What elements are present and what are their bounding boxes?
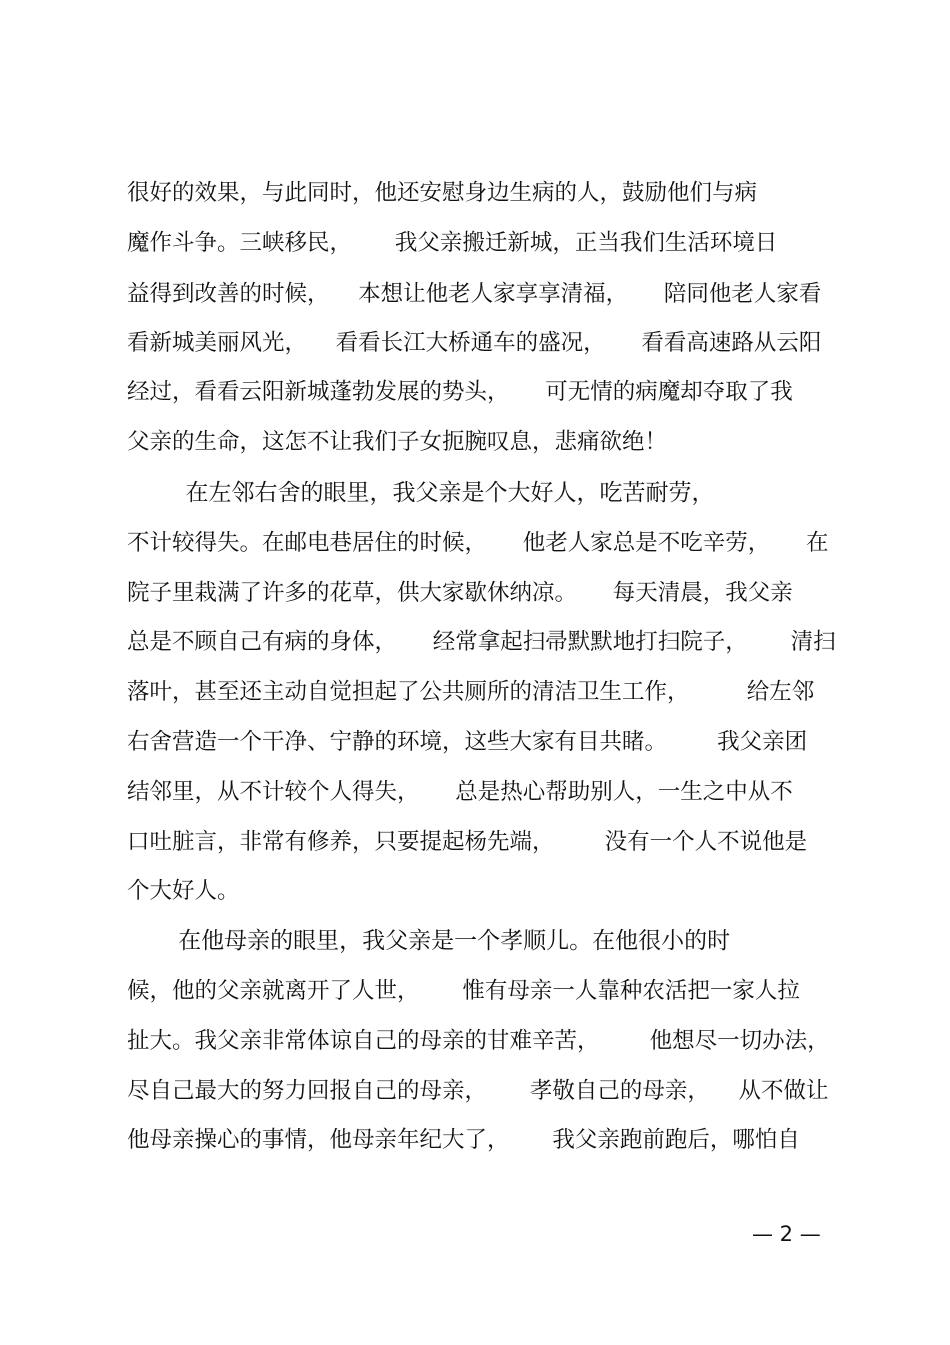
text-line: 尽自己最大的努力回报自己的母亲， 孝敬自己的母亲， 从不做让 <box>127 1078 829 1104</box>
text-line: 看新城美丽风光， 看看长江大桥通车的盛况， 看看高速路从云阳 <box>127 330 822 356</box>
paragraph-start-line: 在他母亲的眼里，我父亲是一个孝顺儿。在他很小的时 <box>127 928 731 954</box>
text-line: 落叶，甚至还主动自觉担起了公共厕所的清洁卫生工作， 给左邻 <box>127 679 815 705</box>
text-line: 右舍营造一个干净、宁静的环境，这些大家有目共睹。 我父亲团 <box>127 729 808 755</box>
text-line: 口吐脏言，非常有修养，只要提起杨先端， 没有一个人不说他是 <box>127 829 808 855</box>
paragraph-start-line: 在左邻右舍的眼里，我父亲是个大好人，吃苦耐劳， <box>127 480 715 506</box>
text-line: 结邻里，从不计较个人得失， 总是热心帮助别人，一生之中从不 <box>127 779 793 805</box>
text-line: 益得到改善的时候， 本想让他老人家享享清福， 陪同他老人家看 <box>127 281 822 307</box>
text-line: 不计较得失。在邮电巷居住的时候， 他老人家总是不吃辛劳， 在 <box>127 530 829 556</box>
page-number: — 2 — <box>752 1222 821 1246</box>
text-line: 魔作斗争。三峡移民， 我父亲搬迁新城，正当我们生活环境日 <box>127 230 778 256</box>
text-line: 院子里栽满了许多的花草，供大家歇休纳凉。 每天清晨，我父亲 <box>127 580 793 606</box>
text-line: 他母亲操心的事情，他母亲年纪大了， 我父亲跑前跑后，哪怕自 <box>127 1127 800 1153</box>
text-line: 很好的效果，与此同时，他还安慰身边生病的人，鼓励他们与病 <box>127 180 758 206</box>
text-line: 父亲的生命，这怎不让我们子女扼腕叹息，悲痛欲绝！ <box>127 429 668 455</box>
text-line: 候，他的父亲就离开了人世， 惟有母亲一人靠种农活把一家人拉 <box>127 978 800 1004</box>
text-line: 经过，看看云阳新城蓬勃发展的势头， 可无情的病魔却夺取了我 <box>127 379 793 405</box>
text-line: 个大好人。 <box>127 878 240 904</box>
text-line: 扯大。我父亲非常体谅自己的母亲的甘难辛苦， 他想尽一切办法， <box>127 1028 830 1054</box>
text-line: 总是不顾自己有病的身体， 经常拿起扫帚默默地打扫院子， 清扫 <box>127 629 836 655</box>
